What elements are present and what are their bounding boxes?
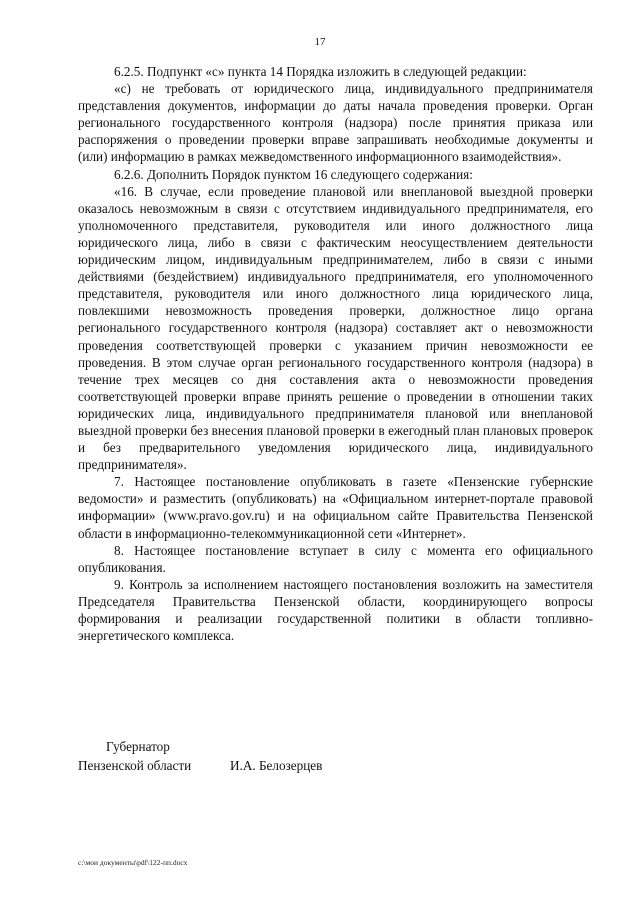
signatory-name: И.А. Белозерцев (230, 758, 323, 773)
footer-file-path: c:\мои документы\pdf\122-пп.docx (78, 858, 188, 867)
page-number: 17 (314, 36, 326, 48)
signature-title-line1: Губернатор (106, 739, 170, 754)
signature-title-line2: Пензенской области (78, 758, 192, 773)
paragraph-9-control: 9. Контроль за исполнением настоящего постановления возложить на заместителя Председателя Правительства Пензенской области, координирующего вопросы формирования и реализации государственной политики в области топливно-энергетического комплекса. (78, 576, 593, 644)
paragraph-6-2-5: 6.2.5. Подпункт «с» пункта 14 Порядка изложить в следующей редакции: (114, 64, 527, 79)
signature-row (78, 756, 478, 775)
paragraph-8-effective: 8. Настоящее постановление вступает в силу с момента его официального опубликования. (78, 542, 593, 575)
signature-block (78, 737, 478, 775)
paragraph-subpoint-c: «с) не требовать от юридического лица, индивидуального предпринимателя представления документов, информации до даты начала проведения проверки. Орган регионального государственного контроля (надзора) после принятия приказа или распоряжения о проведении проверки вправе запрашивать необходимые документы и (или) информацию в рамках межведомственного информационного взаимодействия». (78, 81, 593, 165)
document-body (78, 63, 593, 644)
paragraph-6-2-6: 6.2.6. Дополнить Порядок пунктом 16 следующего содержания: (114, 166, 473, 182)
paragraph-7-publication: 7. Настоящее постановление опубликовать в газете «Пензенские губернские ведомости» и разместить (опубликовать) на «Официальном интернет-портале правовой информации» (www.pravo.gov.ru) и на официальном сайте Правительства Пензенской области в информационно-телекоммуникационной сети «Интернет». (78, 474, 593, 541)
paragraph-point-16: «16. В случае, если проведение плановой или внеплановой выездной проверки оказалось невозможным в связи с отсутствием индивидуального предпринимателя, его уполномоченного представителя, руководителя или иного должностного лица юридического лица, либо в связи с фактическим неосуществлением деятельности юридическим лицом, индивидуальным предпринимателем, либо в связи с иными действиями (бездействием) индивидуального предпринимателя, его уполномоченного представителя, руководителя или иного должностного лица юридического лица, повлекшими невозможность проведения проверки, должностное лицо органа регионального государственного контроля (надзора) составляет акт о невозможности проведения соответствующей проверки с указанием причин невозможности ее проведения. В этом случае орган регионального государственного контроля (надзора) в течение трех месяцев со дня составления акта о невозможности проведения соответствующей проверки вправе принять решение о проведении в отношении таких юридических лица, индивидуального предпринимателя плановой или внеплановой выездной проверки без внесения плановой проверки в ежегодный план плановых проверок и без предварительного уведомления юридического лица, индивидуального предпринимателя». (78, 183, 593, 473)
